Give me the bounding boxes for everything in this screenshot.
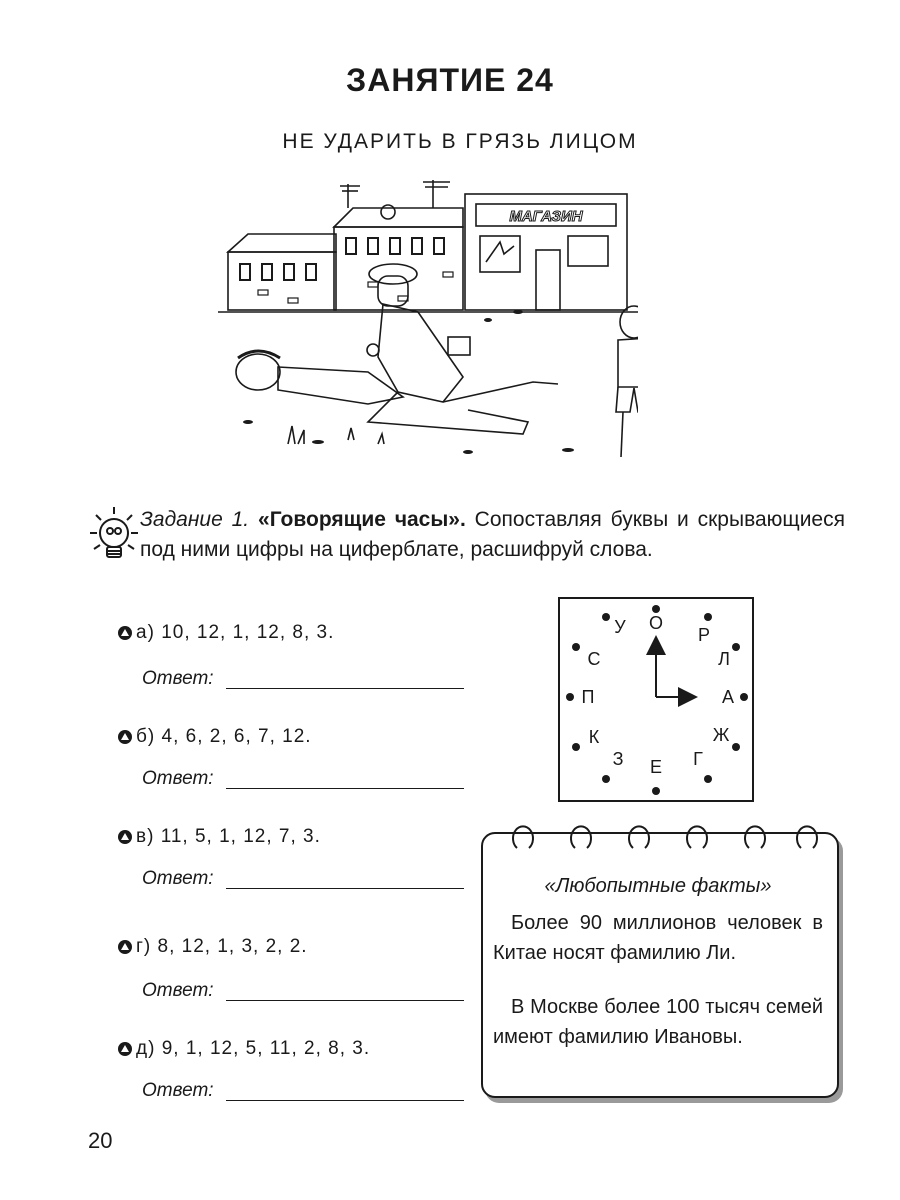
- clock-letter-5: Г: [693, 749, 703, 769]
- answer-line-d[interactable]: [226, 1100, 464, 1101]
- clock-letter-11: У: [614, 617, 626, 637]
- clock-letter-7: З: [612, 749, 624, 769]
- notepad-rings-icon: [495, 818, 825, 852]
- exercise-v: [118, 826, 321, 848]
- exercise-g: [118, 936, 308, 958]
- lesson-subtitle: НЕ УДАРИТЬ В ГРЯЗЬ ЛИЦОМ: [282, 130, 638, 153]
- answer-line-a[interactable]: [226, 688, 464, 689]
- answer-label: Ответ:: [142, 1080, 214, 1101]
- triangle-bullet-icon: [118, 1042, 132, 1056]
- task-prefix: Задание 1.: [140, 508, 250, 531]
- exercise-label: б): [136, 726, 156, 747]
- answer-label: Ответ:: [142, 868, 214, 889]
- lesson-title: ЗАНЯТИЕ 24: [346, 62, 554, 98]
- fact-paragraph-1: Более 90 миллионов человек в Китае носят фамилию Ли.: [493, 912, 823, 964]
- exercise-numbers: 8, 12, 1, 3, 2, 2.: [157, 936, 308, 957]
- fact-paragraph-2: В Москве более 100 тысяч семей имеют фамилию Ивановы.: [493, 996, 823, 1048]
- answer-line-v[interactable]: [226, 888, 464, 889]
- answer-label: Ответ:: [142, 768, 214, 789]
- clock-letter-8: К: [588, 727, 600, 747]
- page-number: 20: [88, 1128, 113, 1153]
- lightbulb-icon: [86, 503, 142, 575]
- facts-title: «Любопытные факты»: [544, 875, 772, 897]
- exercise-label: в): [136, 826, 155, 847]
- task-name: «Говорящие часы».: [258, 508, 466, 531]
- answer-label: Ответ:: [142, 980, 214, 1001]
- task-1-text: [140, 505, 845, 565]
- triangle-bullet-icon: [118, 730, 132, 744]
- triangle-bullet-icon: [118, 830, 132, 844]
- exercise-label: г): [136, 936, 152, 957]
- task-instruction: Сопоставляя буквы и скрывающиеся под ними цифры на циферблате, расшифруй слова.: [140, 508, 845, 561]
- answer-line-g[interactable]: [226, 1000, 464, 1001]
- letter-clock-face: [558, 597, 754, 802]
- exercise-numbers: 10, 12, 1, 12, 8, 3.: [161, 622, 335, 643]
- exercise-label: а): [136, 622, 155, 643]
- triangle-bullet-icon: [118, 940, 132, 954]
- clock-letter-6: Е: [649, 757, 663, 777]
- exercise-b: [118, 726, 312, 748]
- exercise-numbers: 9, 1, 12, 5, 11, 2, 8, 3.: [161, 1038, 371, 1059]
- street-scene-illustration: [218, 172, 638, 472]
- exercise-label: д): [136, 1038, 156, 1059]
- clock-letter-2: Л: [718, 649, 730, 669]
- exercise-numbers: 11, 5, 1, 12, 7, 3.: [160, 826, 321, 847]
- triangle-bullet-icon: [118, 626, 132, 640]
- clock-letter-1: Р: [697, 625, 711, 645]
- clock-letter-9: П: [581, 687, 595, 707]
- clock-letter-12: О: [648, 613, 664, 633]
- answer-label: Ответ:: [142, 668, 214, 689]
- answer-line-b[interactable]: [226, 788, 464, 789]
- clock-letter-10: С: [587, 649, 601, 669]
- clock-letter-4: Ж: [712, 725, 730, 745]
- exercise-a: [118, 622, 334, 644]
- clock-letter-3: А: [721, 687, 735, 707]
- exercise-numbers: 4, 6, 2, 6, 7, 12.: [161, 726, 312, 747]
- shop-sign: МАГАЗИН: [509, 208, 583, 225]
- exercise-d: [118, 1038, 370, 1060]
